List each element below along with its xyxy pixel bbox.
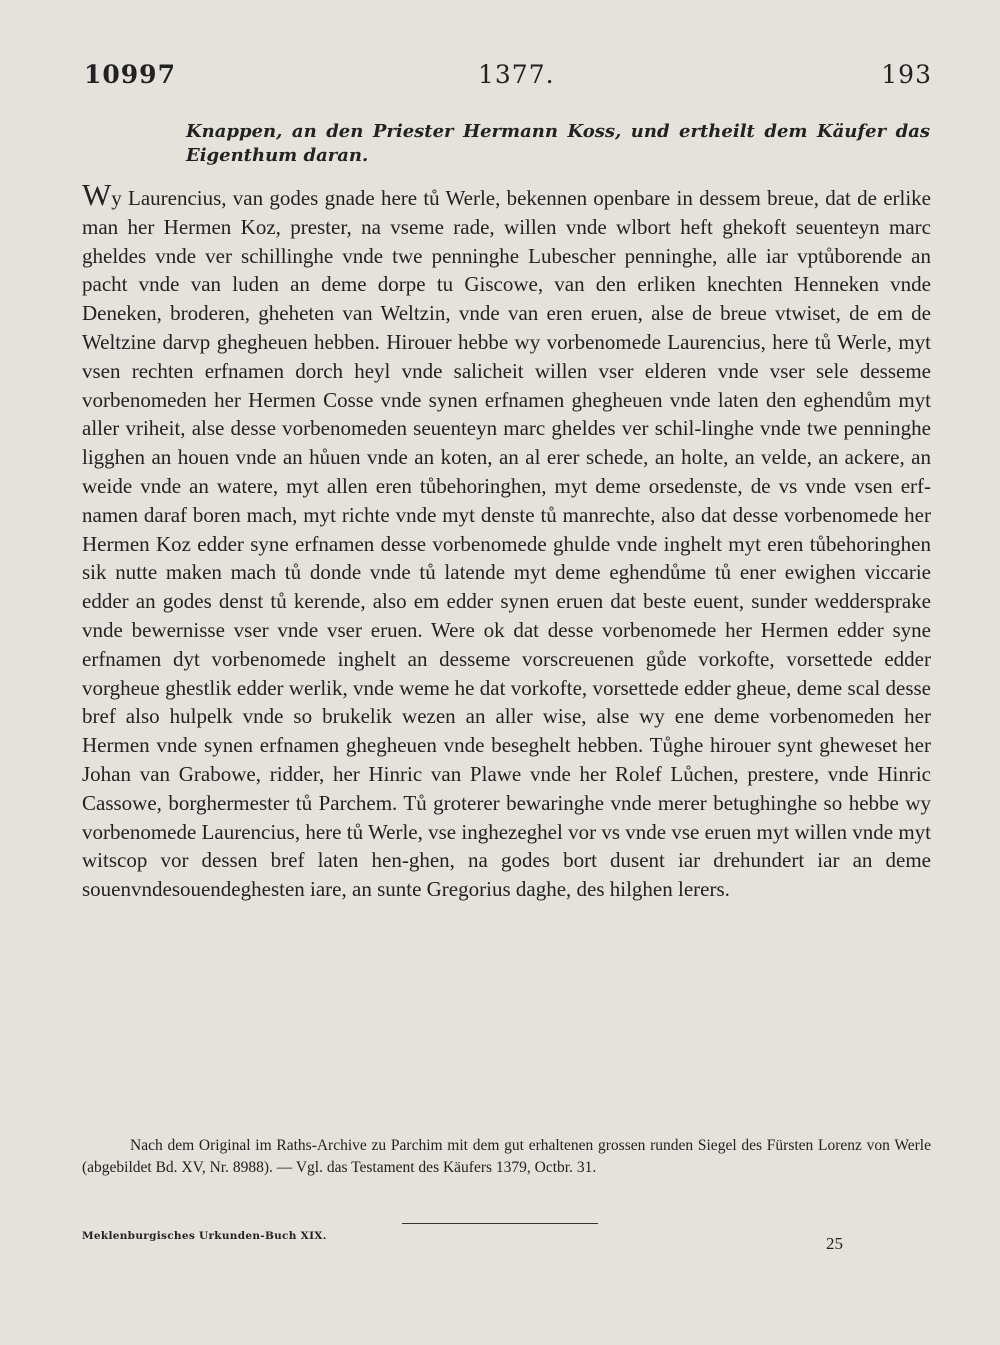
document-subject: Knappen, an den Priester Hermann Koss, und ertheilt dem Käufer das Eigenthum daran.: [186, 121, 930, 166]
footer-divider: [402, 1223, 598, 1224]
initial-letter: W: [82, 177, 112, 212]
publication-title: Meklenburgisches Urkunden-Buch XIX.: [82, 1230, 327, 1242]
page-number: 193: [881, 60, 932, 89]
charter-text: y Laurencius, van godes gnade here tů Werle, bekennen openbare in dessem breue, dat de erlike man her Hermen Koz, prester, na vseme rade, willen vnde wlbort heft ghekoft seuenteyn marc gheldes vnde ver schillinghe vnde twe penninghe Lubescher penninghe, alle iar vptůborende an pacht vnde van luden an deme dorpe tu Giscowe, van den erliken knechten Henneken vnde Deneken, broderen, gheheten van Weltzin, vnde van eren eruen, alse de breue vtwiset, de em de Weltzine darvp ghegheuen hebben. Hirouer hebbe wy vorbenomede Laurencius, here tů Werle, myt vsen rechten erfnamen dorch heyl vnde salicheit willen vser elderen vnde vser sele desseme vorbenomeden her Hermen Cosse vnde synen erfnamen ghegheuen vnde laten den eghendům myt aller vriheit, alse desse vorbenomeden seuenteyn marc gheldes ver schil-linghe vnde twe penninghe ligghen an houen vnde an hůuen vnde an koten, an al erer schede, an holte, an velde, an ackere, an weide vnde an watere, myt allen eren tůbehoringhen, myt deme orsedenste, de vs vnde vsen erf-namen daraf boren mach, myt richte vnde myt denste tů manrechte, also dat desse vorbenomede her Hermen Koz edder syne erfnamen desse vorbenomede ghulde vnde inghelt myt eren tůbehoringhen sik nutte maken mach tů donde vnde tů latende myt deme eghendůme tů ener ewighen viccarie edder an godes denst tů kerende, also em edder synen eruen dat beste euent, sunder weddersprake vnde bewernisse vser vnde vser eruen. Were ok dat desse vorbenomede her Hermen edder syne erfnamen dyt vorbenomede inghelt an desseme vorscreuenen gůde vorkofte, vorsettede edder vorgheue ghestlik edder werlik, vnde weme he dat vorkofte, vorsettede edder gheue, deme scal desse bref also hulpelk vnde so brukelik wezen an aller wise, alse wy ene deme vorbenomeden her Hermen vnde synen erfnamen ghegheuen vnde beseghelt hebben. Tůghe hirouer synt gheweset her Johan van Grabowe, ridder, her Hinric van Plawe vnde her Rolef Lůchen, prestere, vnde Hinric Cassowe, borghermester tů Parchem. Tů groterer bewaringhe vnde merer betughinghe so hebbe wy vorbenomede Laurencius, here tů Werle, vse inghezeghel vor vs vnde vse eruen myt willen vnde myt witscop vor dessen bref laten hen-ghen, na godes bort dusent iar drehundert iar an deme souenvndesouendeghesten iare, an sunte Gregorius daghe, des hilghen lerers.: [82, 186, 931, 902]
document-number: 10997: [84, 60, 176, 89]
source-footnote: Nach dem Original im Raths-Archive zu Parchim mit dem gut erhaltenen grossen runden Siegel des Fürsten Lorenz von Werle (abgebildet Bd. XV, Nr. 8988). — Vgl. das Testament des Käufers 1379, Octbr. 31.: [82, 1137, 931, 1176]
document-year: 1377.: [478, 60, 555, 89]
signature-number: 25: [826, 1234, 843, 1253]
charter-body: [82, 177, 931, 904]
